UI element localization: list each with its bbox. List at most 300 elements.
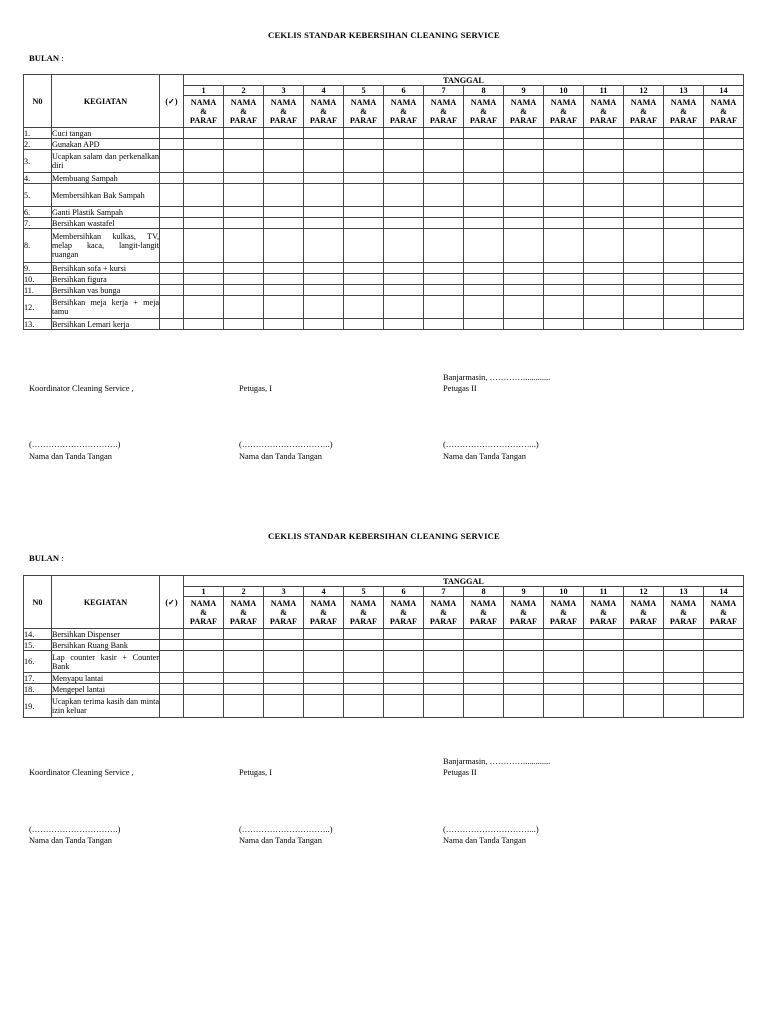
entry-cell[interactable] bbox=[264, 150, 304, 173]
nama-paraf-cell bbox=[584, 96, 624, 128]
entry-cell[interactable] bbox=[704, 263, 744, 274]
entry-cell[interactable] bbox=[184, 640, 224, 651]
entry-cell[interactable] bbox=[424, 695, 464, 718]
entry-cell[interactable] bbox=[504, 640, 544, 651]
entry-cell[interactable] bbox=[464, 274, 504, 285]
entry-cell[interactable] bbox=[384, 274, 424, 285]
entry-cell[interactable] bbox=[704, 684, 744, 695]
entry-cell[interactable] bbox=[664, 263, 704, 274]
entry-cell[interactable] bbox=[544, 296, 584, 319]
entry-cell[interactable] bbox=[184, 184, 224, 207]
entry-cell[interactable] bbox=[424, 274, 464, 285]
entry-cell[interactable] bbox=[384, 218, 424, 229]
entry-cell[interactable] bbox=[184, 173, 224, 184]
entry-cell[interactable] bbox=[704, 274, 744, 285]
entry-cell[interactable] bbox=[544, 274, 584, 285]
entry-cell[interactable] bbox=[224, 263, 264, 274]
entry-cell[interactable] bbox=[184, 263, 224, 274]
check-cell[interactable] bbox=[160, 285, 184, 296]
entry-cell[interactable] bbox=[584, 296, 624, 319]
entry-cell[interactable] bbox=[304, 150, 344, 173]
entry-cell[interactable] bbox=[304, 629, 344, 640]
check-cell[interactable] bbox=[160, 673, 184, 684]
entry-cell[interactable] bbox=[344, 684, 384, 695]
entry-cell[interactable] bbox=[344, 296, 384, 319]
entry-cell[interactable] bbox=[464, 629, 504, 640]
entry-cell[interactable] bbox=[344, 274, 384, 285]
entry-cell[interactable] bbox=[264, 651, 304, 673]
entry-cell[interactable] bbox=[624, 285, 664, 296]
entry-cell[interactable] bbox=[304, 218, 344, 229]
entry-cell[interactable] bbox=[424, 296, 464, 319]
entry-cell[interactable] bbox=[504, 673, 544, 684]
entry-cell[interactable] bbox=[544, 629, 584, 640]
entry-cell[interactable] bbox=[544, 285, 584, 296]
check-cell[interactable] bbox=[160, 150, 184, 173]
entry-cell[interactable] bbox=[304, 673, 344, 684]
row-number: 8. bbox=[24, 229, 52, 263]
table-row bbox=[24, 128, 744, 139]
entry-cell[interactable] bbox=[184, 296, 224, 319]
entry-cell[interactable] bbox=[584, 285, 624, 296]
entry-cell[interactable] bbox=[224, 640, 264, 651]
entry-cell[interactable] bbox=[384, 285, 424, 296]
petugas1-label: Petugas, I bbox=[239, 768, 273, 777]
entry-cell[interactable] bbox=[704, 184, 744, 207]
entry-cell[interactable] bbox=[664, 139, 704, 150]
entry-cell[interactable] bbox=[664, 285, 704, 296]
entry-cell[interactable] bbox=[224, 684, 264, 695]
entry-cell[interactable] bbox=[584, 139, 624, 150]
entry-cell[interactable] bbox=[384, 207, 424, 218]
entry-cell[interactable] bbox=[704, 139, 744, 150]
entry-cell[interactable] bbox=[184, 274, 224, 285]
entry-cell[interactable] bbox=[344, 629, 384, 640]
entry-cell[interactable] bbox=[184, 684, 224, 695]
check-cell[interactable] bbox=[160, 139, 184, 150]
entry-cell[interactable] bbox=[504, 319, 544, 330]
entry-cell[interactable] bbox=[584, 640, 624, 651]
entry-cell[interactable] bbox=[384, 640, 424, 651]
entry-cell[interactable] bbox=[424, 218, 464, 229]
entry-cell[interactable] bbox=[264, 673, 304, 684]
check-cell[interactable] bbox=[160, 128, 184, 139]
entry-cell[interactable] bbox=[464, 695, 504, 718]
entry-cell[interactable] bbox=[384, 139, 424, 150]
entry-cell[interactable] bbox=[464, 128, 504, 139]
entry-cell[interactable] bbox=[664, 684, 704, 695]
entry-cell[interactable] bbox=[384, 229, 424, 263]
entry-cell[interactable] bbox=[584, 629, 624, 640]
entry-cell[interactable] bbox=[184, 128, 224, 139]
entry-cell[interactable] bbox=[504, 139, 544, 150]
entry-cell[interactable] bbox=[584, 684, 624, 695]
entry-cell[interactable] bbox=[224, 285, 264, 296]
entry-cell[interactable] bbox=[264, 640, 304, 651]
entry-cell[interactable] bbox=[544, 139, 584, 150]
entry-cell[interactable] bbox=[504, 207, 544, 218]
entry-cell[interactable] bbox=[544, 207, 584, 218]
entry-cell[interactable] bbox=[704, 673, 744, 684]
entry-cell[interactable] bbox=[304, 207, 344, 218]
entry-cell[interactable] bbox=[384, 173, 424, 184]
entry-cell[interactable] bbox=[504, 285, 544, 296]
entry-cell[interactable] bbox=[424, 629, 464, 640]
entry-cell[interactable] bbox=[224, 150, 264, 173]
entry-cell[interactable] bbox=[224, 274, 264, 285]
nama-paraf-cell bbox=[704, 96, 744, 128]
entry-cell[interactable] bbox=[624, 673, 664, 684]
entry-cell[interactable] bbox=[584, 274, 624, 285]
entry-cell[interactable] bbox=[584, 218, 624, 229]
entry-cell[interactable] bbox=[584, 651, 624, 673]
row-number: 19. bbox=[24, 695, 52, 718]
entry-cell[interactable] bbox=[304, 651, 344, 673]
entry-cell[interactable] bbox=[424, 673, 464, 684]
entry-cell[interactable] bbox=[344, 184, 384, 207]
row-number: 4. bbox=[24, 173, 52, 184]
entry-cell[interactable] bbox=[424, 150, 464, 173]
entry-cell[interactable] bbox=[504, 629, 544, 640]
entry-cell[interactable] bbox=[624, 150, 664, 173]
entry-cell[interactable] bbox=[424, 684, 464, 695]
entry-cell[interactable] bbox=[344, 207, 384, 218]
entry-cell[interactable] bbox=[224, 139, 264, 150]
entry-cell[interactable] bbox=[304, 274, 344, 285]
entry-cell[interactable] bbox=[264, 285, 304, 296]
entry-cell[interactable] bbox=[464, 673, 504, 684]
entry-cell[interactable] bbox=[424, 173, 464, 184]
entry-cell[interactable] bbox=[384, 319, 424, 330]
nama-paraf-text: NAMA bbox=[390, 98, 417, 107]
entry-cell[interactable] bbox=[184, 651, 224, 673]
entry-cell[interactable] bbox=[344, 673, 384, 684]
entry-cell[interactable] bbox=[704, 285, 744, 296]
entry-cell[interactable] bbox=[424, 139, 464, 150]
entry-cell[interactable] bbox=[584, 173, 624, 184]
check-cell[interactable] bbox=[160, 629, 184, 640]
entry-cell[interactable] bbox=[624, 218, 664, 229]
nama-paraf-cell bbox=[224, 597, 264, 629]
check-cell[interactable] bbox=[160, 184, 184, 207]
entry-cell[interactable] bbox=[224, 651, 264, 673]
entry-cell[interactable] bbox=[504, 684, 544, 695]
entry-cell[interactable] bbox=[624, 173, 664, 184]
entry-cell[interactable] bbox=[464, 173, 504, 184]
entry-cell[interactable] bbox=[464, 640, 504, 651]
entry-cell[interactable] bbox=[464, 651, 504, 673]
entry-cell[interactable] bbox=[344, 128, 384, 139]
entry-cell[interactable] bbox=[664, 218, 704, 229]
entry-cell[interactable] bbox=[264, 684, 304, 695]
entry-cell[interactable] bbox=[344, 319, 384, 330]
entry-cell[interactable] bbox=[344, 150, 384, 173]
entry-cell[interactable] bbox=[424, 207, 464, 218]
entry-cell[interactable] bbox=[464, 139, 504, 150]
entry-cell[interactable] bbox=[384, 684, 424, 695]
entry-cell[interactable] bbox=[624, 263, 664, 274]
entry-cell[interactable] bbox=[584, 128, 624, 139]
entry-cell[interactable] bbox=[264, 319, 304, 330]
entry-cell[interactable] bbox=[384, 150, 424, 173]
check-cell[interactable] bbox=[160, 296, 184, 319]
entry-cell[interactable] bbox=[704, 640, 744, 651]
entry-cell[interactable] bbox=[624, 684, 664, 695]
entry-cell[interactable] bbox=[184, 673, 224, 684]
entry-cell[interactable] bbox=[704, 218, 744, 229]
nama-paraf-text: & bbox=[440, 608, 447, 617]
entry-cell[interactable] bbox=[504, 695, 544, 718]
entry-cell[interactable] bbox=[424, 640, 464, 651]
entry-cell[interactable] bbox=[704, 128, 744, 139]
entry-cell[interactable] bbox=[184, 139, 224, 150]
entry-cell[interactable] bbox=[704, 150, 744, 173]
entry-cell[interactable] bbox=[664, 651, 704, 673]
entry-cell[interactable] bbox=[664, 640, 704, 651]
entry-cell[interactable] bbox=[424, 263, 464, 274]
entry-cell[interactable] bbox=[224, 673, 264, 684]
entry-cell[interactable] bbox=[264, 263, 304, 274]
check-cell[interactable] bbox=[160, 640, 184, 651]
entry-cell[interactable] bbox=[184, 285, 224, 296]
entry-cell[interactable] bbox=[304, 263, 344, 274]
entry-cell[interactable] bbox=[544, 319, 584, 330]
nama-paraf-text: PARAF bbox=[669, 116, 698, 125]
entry-cell[interactable] bbox=[464, 319, 504, 330]
check-cell[interactable] bbox=[160, 274, 184, 285]
entry-cell[interactable] bbox=[224, 229, 264, 263]
entry-cell[interactable] bbox=[584, 150, 624, 173]
entry-cell[interactable] bbox=[504, 184, 544, 207]
entry-cell[interactable] bbox=[544, 229, 584, 263]
entry-cell[interactable] bbox=[344, 651, 384, 673]
entry-cell[interactable] bbox=[224, 173, 264, 184]
entry-cell[interactable] bbox=[384, 128, 424, 139]
entry-cell[interactable] bbox=[704, 695, 744, 718]
entry-cell[interactable] bbox=[384, 651, 424, 673]
entry-cell[interactable] bbox=[504, 229, 544, 263]
entry-cell[interactable] bbox=[464, 229, 504, 263]
entry-cell[interactable] bbox=[624, 695, 664, 718]
entry-cell[interactable] bbox=[304, 128, 344, 139]
check-cell[interactable] bbox=[160, 173, 184, 184]
entry-cell[interactable] bbox=[224, 695, 264, 718]
entry-cell[interactable] bbox=[224, 218, 264, 229]
entry-cell[interactable] bbox=[504, 274, 544, 285]
entry-cell[interactable] bbox=[664, 274, 704, 285]
entry-cell[interactable] bbox=[704, 173, 744, 184]
entry-cell[interactable] bbox=[544, 173, 584, 184]
entry-cell[interactable] bbox=[704, 651, 744, 673]
entry-cell[interactable] bbox=[264, 128, 304, 139]
entry-cell[interactable] bbox=[344, 229, 384, 263]
entry-cell[interactable] bbox=[184, 695, 224, 718]
entry-cell[interactable] bbox=[624, 629, 664, 640]
entry-cell[interactable] bbox=[264, 184, 304, 207]
entry-cell[interactable] bbox=[224, 207, 264, 218]
check-cell[interactable] bbox=[160, 319, 184, 330]
check-cell[interactable] bbox=[160, 229, 184, 263]
entry-cell[interactable] bbox=[664, 229, 704, 263]
entry-cell[interactable] bbox=[384, 296, 424, 319]
entry-cell[interactable] bbox=[464, 296, 504, 319]
entry-cell[interactable] bbox=[344, 285, 384, 296]
check-cell[interactable] bbox=[160, 695, 184, 718]
entry-cell[interactable] bbox=[704, 207, 744, 218]
entry-cell[interactable] bbox=[664, 173, 704, 184]
entry-cell[interactable] bbox=[624, 296, 664, 319]
entry-cell[interactable] bbox=[544, 263, 584, 274]
check-cell[interactable] bbox=[160, 263, 184, 274]
entry-cell[interactable] bbox=[544, 128, 584, 139]
entry-cell[interactable] bbox=[344, 263, 384, 274]
entry-cell[interactable] bbox=[624, 184, 664, 207]
entry-cell[interactable] bbox=[464, 184, 504, 207]
entry-cell[interactable] bbox=[344, 218, 384, 229]
entry-cell[interactable] bbox=[664, 695, 704, 718]
entry-cell[interactable] bbox=[504, 296, 544, 319]
entry-cell[interactable] bbox=[424, 184, 464, 207]
entry-cell[interactable] bbox=[584, 184, 624, 207]
day-number: 4 bbox=[304, 86, 344, 96]
entry-cell[interactable] bbox=[264, 629, 304, 640]
entry-cell[interactable] bbox=[544, 218, 584, 229]
entry-cell[interactable] bbox=[664, 673, 704, 684]
entry-cell[interactable] bbox=[184, 629, 224, 640]
entry-cell[interactable] bbox=[424, 651, 464, 673]
entry-cell[interactable] bbox=[304, 285, 344, 296]
entry-cell[interactable] bbox=[184, 207, 224, 218]
entry-cell[interactable] bbox=[264, 695, 304, 718]
entry-cell[interactable] bbox=[704, 319, 744, 330]
entry-cell[interactable] bbox=[504, 263, 544, 274]
entry-cell[interactable] bbox=[264, 229, 304, 263]
entry-cell[interactable] bbox=[584, 695, 624, 718]
entry-cell[interactable] bbox=[264, 296, 304, 319]
entry-cell[interactable] bbox=[664, 296, 704, 319]
entry-cell[interactable] bbox=[264, 173, 304, 184]
entry-cell[interactable] bbox=[544, 651, 584, 673]
nama-paraf-text: & bbox=[280, 608, 287, 617]
entry-cell[interactable] bbox=[664, 184, 704, 207]
entry-cell[interactable] bbox=[624, 274, 664, 285]
entry-cell[interactable] bbox=[704, 296, 744, 319]
entry-cell[interactable] bbox=[304, 319, 344, 330]
entry-cell[interactable] bbox=[504, 128, 544, 139]
entry-cell[interactable] bbox=[264, 139, 304, 150]
entry-cell[interactable] bbox=[624, 139, 664, 150]
entry-cell[interactable] bbox=[344, 173, 384, 184]
entry-cell[interactable] bbox=[544, 640, 584, 651]
entry-cell[interactable] bbox=[184, 150, 224, 173]
entry-cell[interactable] bbox=[384, 629, 424, 640]
entry-cell[interactable] bbox=[544, 184, 584, 207]
entry-cell[interactable] bbox=[584, 263, 624, 274]
entry-cell[interactable] bbox=[224, 184, 264, 207]
entry-cell[interactable] bbox=[384, 184, 424, 207]
check-cell[interactable] bbox=[160, 207, 184, 218]
entry-cell[interactable] bbox=[264, 274, 304, 285]
entry-cell[interactable] bbox=[624, 229, 664, 263]
entry-cell[interactable] bbox=[664, 207, 704, 218]
entry-cell[interactable] bbox=[464, 285, 504, 296]
entry-cell[interactable] bbox=[464, 263, 504, 274]
entry-cell[interactable] bbox=[664, 629, 704, 640]
entry-cell[interactable] bbox=[464, 150, 504, 173]
check-cell[interactable] bbox=[160, 218, 184, 229]
entry-cell[interactable] bbox=[424, 128, 464, 139]
entry-cell[interactable] bbox=[544, 695, 584, 718]
entry-cell[interactable] bbox=[304, 296, 344, 319]
entry-cell[interactable] bbox=[504, 150, 544, 173]
entry-cell[interactable] bbox=[424, 285, 464, 296]
entry-cell[interactable] bbox=[264, 207, 304, 218]
entry-cell[interactable] bbox=[624, 319, 664, 330]
entry-cell[interactable] bbox=[464, 684, 504, 695]
entry-cell[interactable] bbox=[624, 128, 664, 139]
entry-cell[interactable] bbox=[424, 229, 464, 263]
entry-cell[interactable] bbox=[304, 173, 344, 184]
entry-cell[interactable] bbox=[384, 263, 424, 274]
entry-cell[interactable] bbox=[304, 139, 344, 150]
entry-cell[interactable] bbox=[664, 128, 704, 139]
entry-cell[interactable] bbox=[544, 684, 584, 695]
entry-cell[interactable] bbox=[704, 229, 744, 263]
check-cell[interactable] bbox=[160, 651, 184, 673]
entry-cell[interactable] bbox=[224, 128, 264, 139]
entry-cell[interactable] bbox=[184, 229, 224, 263]
entry-cell[interactable] bbox=[224, 629, 264, 640]
nama-paraf-cell bbox=[264, 96, 304, 128]
entry-cell[interactable] bbox=[464, 218, 504, 229]
entry-cell[interactable] bbox=[704, 629, 744, 640]
entry-cell[interactable] bbox=[624, 640, 664, 651]
check-cell[interactable] bbox=[160, 684, 184, 695]
entry-cell[interactable] bbox=[304, 229, 344, 263]
entry-cell[interactable] bbox=[224, 296, 264, 319]
nama-paraf-text: & bbox=[360, 608, 367, 617]
entry-cell[interactable] bbox=[624, 207, 664, 218]
entry-cell[interactable] bbox=[384, 695, 424, 718]
entry-cell[interactable] bbox=[184, 319, 224, 330]
entry-cell[interactable] bbox=[184, 218, 224, 229]
entry-cell[interactable] bbox=[584, 673, 624, 684]
entry-cell[interactable] bbox=[664, 150, 704, 173]
entry-cell[interactable] bbox=[664, 319, 704, 330]
entry-cell[interactable] bbox=[344, 139, 384, 150]
entry-cell[interactable] bbox=[544, 150, 584, 173]
entry-cell[interactable] bbox=[384, 673, 424, 684]
entry-cell[interactable] bbox=[584, 207, 624, 218]
entry-cell[interactable] bbox=[344, 640, 384, 651]
entry-cell[interactable] bbox=[344, 695, 384, 718]
entry-cell[interactable] bbox=[304, 684, 344, 695]
entry-cell[interactable] bbox=[464, 207, 504, 218]
entry-cell[interactable] bbox=[304, 184, 344, 207]
entry-cell[interactable] bbox=[424, 319, 464, 330]
entry-cell[interactable] bbox=[544, 673, 584, 684]
entry-cell[interactable] bbox=[504, 218, 544, 229]
entry-cell[interactable] bbox=[304, 640, 344, 651]
entry-cell[interactable] bbox=[264, 218, 304, 229]
entry-cell[interactable] bbox=[224, 319, 264, 330]
entry-cell[interactable] bbox=[504, 651, 544, 673]
entry-cell[interactable] bbox=[504, 173, 544, 184]
entry-cell[interactable] bbox=[584, 229, 624, 263]
entry-cell[interactable] bbox=[624, 651, 664, 673]
entry-cell[interactable] bbox=[304, 695, 344, 718]
entry-cell[interactable] bbox=[584, 319, 624, 330]
